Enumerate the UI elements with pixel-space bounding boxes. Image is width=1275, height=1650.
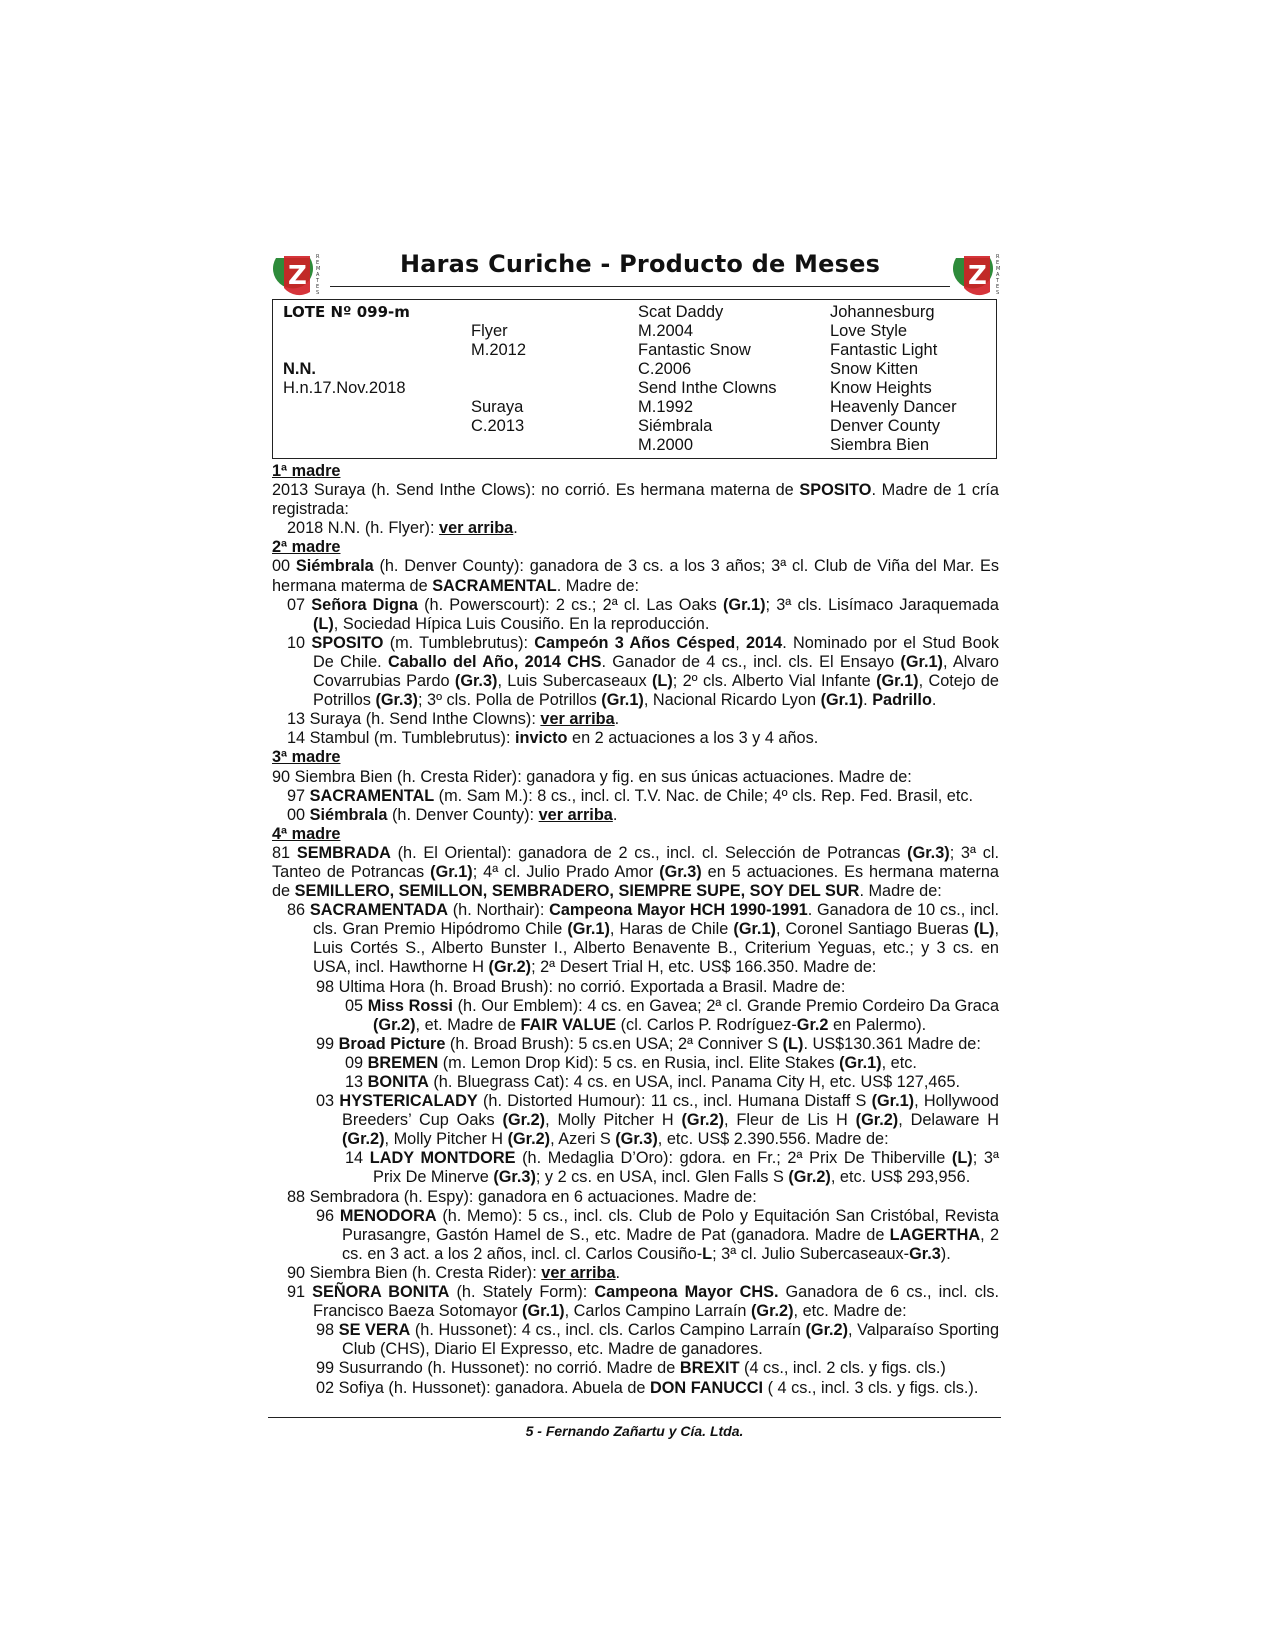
- logo-right: [952, 248, 1004, 296]
- grandparent-info: C.2006: [638, 360, 692, 378]
- dam-info: C.2013: [471, 417, 525, 435]
- produce-entry: 14 LADY MONTDORE (h. Medaglia D’Oro): gdora. en Fr.; 2ª Prix De Thiberville (L); 3ª Prix De Minerve (Gr.3); y 2 cs. en USA, incl. Glen Falls S (Gr.2), etc. US$ 293,956.: [345, 1149, 999, 1187]
- pedigree-table: [272, 299, 997, 459]
- section-heading-3: 3ª madre: [272, 748, 341, 767]
- produce-entry: 99 Broad Picture (h. Broad Brush): 5 cs.en USA; 2ª Conniver S (L). US$130.361 Madre de:: [316, 1034, 981, 1053]
- produce-entry: 2018 N.N. (h. Flyer): ver arriba.: [287, 519, 518, 538]
- great-grandparent: Snow Kitten: [830, 360, 919, 378]
- grandparent-info: M.2004: [638, 322, 694, 340]
- title-divider: [330, 286, 950, 287]
- pedigree-col-grandparents: [638, 303, 777, 455]
- produce-entry: 13 Suraya (h. Send Inthe Clowns): ver arriba.: [287, 710, 620, 729]
- produce-entry: 90 Siembra Bien (h. Cresta Rider): ver arriba.: [287, 1263, 621, 1282]
- grandparent-info: M.1992: [638, 398, 694, 416]
- produce-entry: 05 Miss Rossi (h. Our Emblem): 4 cs. en Gavea; 2ª cl. Grande Premio Cordeiro Da Graca (Gr.2), et. Madre de FAIR VALUE (cl. Carlos P. Rodríguez-Gr.2 en Palermo).: [345, 996, 1000, 1034]
- great-grandparent: Know Heights: [830, 379, 932, 397]
- dam-paragraph: 00 Siémbrala (h. Denver County): ganadora de 3 cs. a los 3 años; 3ª cl. Club de Viña del Mar. Es hermana materma de SACRAMENTAL. Madre de:: [272, 557, 999, 595]
- produce-entry: 98 Ultima Hora (h. Broad Brush): no corrió. Exportada a Brasil. Madre de:: [316, 977, 846, 996]
- produce-entry: 96 MENODORA (h. Memo): 5 cs., incl. cls. Club de Polo y Equitación San Cristóbal, Revista Purasangre, Gastón Hamel de S., etc. Madre de Pat (ganadora. Madre de LAGERTHA, 2 cs. en 3 act. a los 2 años, incl. cl. Carlos Cousiño-L; 3ª cl. Julio Subercaseaux-Gr.3).: [316, 1206, 999, 1263]
- svg-text:T: T: [316, 278, 320, 284]
- sire-name: Flyer: [471, 322, 508, 340]
- svg-text:E: E: [316, 260, 320, 266]
- produce-entry: 00 Siémbrala (h. Denver County): ver arriba.: [287, 805, 618, 824]
- produce-entry: 03 HYSTERICALADY (h. Distorted Humour): 11 cs., incl. Humana Distaff S (Gr.1), Hollywood Breeders’ Cup Oaks (Gr.2), Molly Pitcher H (Gr.2), Fleur de Lis H (Gr.2), Delaware H (Gr.2), Molly Pitcher H (Gr.2), Azeri S (Gr.3), etc. US$ 2.390.556. Madre de:: [316, 1092, 999, 1149]
- grandparent: Fantastic Snow: [638, 341, 751, 359]
- great-grandparent: Fantastic Light: [830, 341, 938, 359]
- svg-text:R: R: [996, 254, 1000, 260]
- svg-text:Z: Z: [288, 261, 307, 291]
- section-heading-2: 2ª madre: [272, 538, 341, 557]
- grandparent-info: M.2000: [638, 436, 694, 454]
- lot-label: LOTE Nº 099-m: [283, 303, 410, 321]
- produce-entry: 98 SE VERA (h. Hussonet): 4 cs., incl. cls. Carlos Campino Larraín (Gr.2), Valparaíso Sporting Club (CHS), Diario El Expresso, etc. Madre de ganadores.: [316, 1321, 1000, 1359]
- produce-entry: 99 Susurrando (h. Hussonet): no corrió. Madre de BREXIT (4 cs., incl. 2 cls. y figs. cls.): [316, 1359, 946, 1378]
- produce-entry: 09 BREMEN (m. Lemon Drop Kid): 5 cs. en Rusia, incl. Elite Stakes (Gr.1), etc.: [345, 1053, 917, 1072]
- catalog-body: [272, 462, 999, 1398]
- great-grandparent: Siembra Bien: [830, 436, 930, 454]
- great-grandparent: Denver County: [830, 417, 941, 435]
- svg-text:A: A: [996, 272, 1000, 278]
- dam-name: Suraya: [471, 398, 524, 416]
- svg-text:A: A: [316, 272, 320, 278]
- dam-paragraph: 2013 Suraya (h. Send Inthe Clows): no corrió. Es hermana materna de SPOSITO. Madre de 1 cría registrada:: [272, 481, 999, 519]
- produce-entry: 97 SACRAMENTAL (m. Sam M.): 8 cs., incl. cl. T.V. Nac. de Chile; 4º cls. Rep. Fed. Brasil, etc.: [287, 786, 974, 805]
- svg-text:S: S: [316, 290, 320, 296]
- svg-text:E: E: [316, 284, 320, 290]
- grandparent: Scat Daddy: [638, 303, 724, 321]
- produce-entry: 02 Sofiya (h. Hussonet): ganadora. Abuela de DON FANUCCI ( 4 cs., incl. 3 cls. y figs. cls.).: [316, 1378, 979, 1397]
- produce-entry: 88 Sembradora (h. Espy): ganadora en 6 actuaciones. Madre de:: [287, 1187, 757, 1206]
- svg-text:M: M: [316, 266, 321, 272]
- produce-entry: 10 SPOSITO (m. Tumblebrutus): Campeón 3 Años Césped, 2014. Nominado por el Stud Book De Chile. Caballo del Año, 2014 CHS. Ganador de 4 cs., incl. cls. El Ensayo (Gr.1), Alvaro Covarrubias Pardo (Gr.3), Luis Subercaseaux (L); 2º cls. Alberto Vial Infante (Gr.1), Cotejo de Potrillos (Gr.3); 3º cls. Polla de Potrillos (Gr.1), Nacional Ricardo Lyon (Gr.1). Padrillo.: [287, 633, 999, 710]
- foal-name: N.N.: [283, 360, 316, 378]
- pedigree-col-great-grandparents: [830, 303, 957, 455]
- svg-text:T: T: [996, 278, 1000, 284]
- dam-paragraph: 81 SEMBRADA (h. El Oriental): ganadora de 2 cs., incl. cl. Selección de Potrancas (Gr.3); 3ª cl. Tanteo de Potrancas (Gr.1); 4ª cl. Julio Prado Amor (Gr.3) en 5 actuaciones. Es hermana materna de SEMILLERO, SEMILLON, SEMBRADERO, SIEMPRE SUPE, SOY DEL SUR. Madre de:: [272, 843, 999, 901]
- grandparent: Send Inthe Clowns: [638, 379, 777, 397]
- footer-divider: [268, 1417, 1001, 1418]
- foal-info: H.n.17.Nov.2018: [283, 379, 406, 397]
- great-grandparent: Love Style: [830, 322, 908, 340]
- produce-entry: 13 BONITA (h. Bluegrass Cat): 4 cs. en USA, incl. Panama City H, etc. US$ 127,465.: [345, 1073, 961, 1091]
- produce-entry: 14 Stambul (m. Tumblebrutus): invicto en 2 actuaciones a los 3 y 4 años.: [287, 729, 819, 748]
- section-heading-1: 1ª madre: [272, 462, 341, 480]
- svg-text:R: R: [316, 254, 320, 260]
- svg-text:S: S: [996, 290, 1000, 296]
- produce-entry: 07 Señora Digna (h. Powerscourt): 2 cs.; 2ª cl. Las Oaks (Gr.1); 3ª cls. Lisímaco Jaraquemada (L), Sociedad Hípica Luis Cousiño. En la reproducción.: [287, 595, 999, 633]
- great-grandparent: Heavenly Dancer: [830, 398, 957, 416]
- page-footer: 5 - Fernando Zañartu y Cía. Ltda.: [525, 1423, 744, 1439]
- pedigree-col-foal: [283, 303, 410, 398]
- produce-entry: 86 SACRAMENTADA (h. Northair): Campeona Mayor HCH 1990-1991. Ganadora de 10 cs., incl. cls. Gran Premio Hipódromo Chile (Gr.1), Haras de Chile (Gr.1), Coronel Santiago Bueras (L), Luis Cortés S., Alberto Bunster I., Alberto Benavente B., Criterium Yeguas, etc.; y 3 cs. en USA, incl. Hawthorne H (Gr.2); 2ª Desert Trial H, etc. US$ 166.350. Madre de:: [287, 901, 1000, 977]
- svg-text:Z: Z: [968, 261, 987, 291]
- section-heading-4: 4ª madre: [272, 824, 341, 843]
- great-grandparent: Johannesburg: [830, 303, 935, 321]
- pedigree-col-parents: [471, 303, 526, 436]
- page-title: Haras Curiche - Producto de Meses: [399, 250, 881, 278]
- produce-entry: 91 SEÑORA BONITA (h. Stately Form): Campeona Mayor CHS. Ganadora de 6 cs., incl. cls. Francisco Baeza Sotomayor (Gr.1), Carlos Campino Larraín (Gr.2), etc. Madre de:: [287, 1283, 999, 1321]
- sire-info: M.2012: [471, 341, 527, 359]
- svg-text:M: M: [996, 266, 1001, 272]
- logo-left: [272, 248, 324, 296]
- svg-text:E: E: [996, 260, 1000, 266]
- dam-paragraph: 90 Siembra Bien (h. Cresta Rider): ganadora y fig. en sus únicas actuaciones. Madre de:: [272, 767, 912, 786]
- grandparent: Siémbrala: [638, 417, 713, 435]
- svg-text:E: E: [996, 284, 1000, 290]
